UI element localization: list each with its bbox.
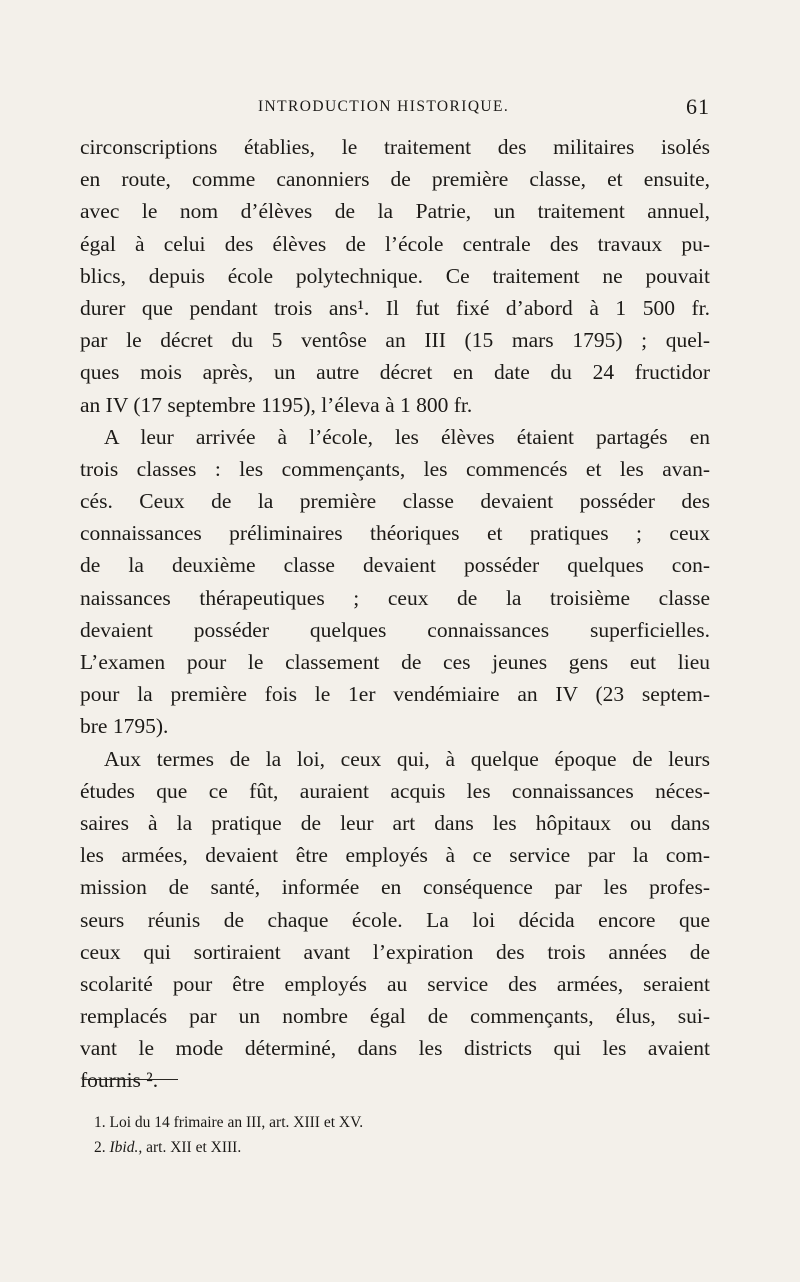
text-line: égal à celui des élèves de l’école centrale des travaux pu-	[80, 231, 710, 256]
text-line: les armées, devaient être employés à ce service par la com-	[80, 843, 710, 868]
footnote-divider	[82, 1079, 178, 1080]
text-line: L’examen pour le classement de ces jeunes gens eut lieu	[80, 650, 710, 674]
text-line: saires à la pratique de leur art dans les hôpitaux ou dans	[80, 810, 710, 835]
text-line: an IV (17 septembre 1195), l’éleva à 1 800 fr.	[80, 392, 473, 417]
text-line: pour la première fois le 1er vendémiaire an IV (23 septem-	[80, 682, 710, 707]
text-line: connaissances préliminaires théoriques et pratiques ; ceux	[80, 521, 710, 546]
text-line: avec le nom d’élèves de la Patrie, un traitement annuel,	[80, 199, 710, 224]
text-line: vant le mode déterminé, dans les districts qui les avaient	[80, 1036, 710, 1061]
text-line: fournis ².	[80, 1068, 159, 1093]
text-line: scolarité pour être employés au service des armées, seraient	[80, 971, 710, 996]
text-line: trois classes : les commençants, les commencés et les avan-	[80, 456, 710, 481]
text-line: devaient posséder quelques connaissances superficielles.	[80, 617, 710, 642]
text-line: ceux qui sortiraient avant l’expiration des trois années de	[80, 939, 710, 964]
text-line: cés. Ceux de la première classe devaient posséder des	[80, 489, 710, 514]
text-line: par le décret du 5 ventôse an III (15 mars 1795) ; quel-	[80, 328, 710, 353]
text-line: blics, depuis école polytechnique. Ce traitement ne pouvait	[80, 263, 710, 288]
footnote-text: Loi du 14 frimaire an III, art. XIII et XV.	[109, 1114, 364, 1131]
text-line: ques mois après, un autre décret en date du 24 fructidor	[80, 360, 710, 385]
footnote-2	[94, 1136, 694, 1161]
text-line: études que ce fût, auraient acquis les connaissances néces-	[80, 778, 710, 803]
footnotes	[94, 1111, 694, 1161]
footnote-number: 2.	[94, 1139, 106, 1156]
footnote-number: 1.	[94, 1114, 106, 1131]
running-title: INTRODUCTION HISTORIQUE.	[258, 98, 510, 115]
text-line: bre 1795).	[80, 714, 169, 739]
text-line: naissances thérapeutiques ; ceux de la troisième classe	[80, 585, 710, 610]
text-line: A leur arrivée à l’école, les élèves étaient partagés en	[104, 424, 710, 449]
text-line: remplacés par un nombre égal de commençants, élus, sui-	[80, 1004, 710, 1029]
text-line: circonscriptions établies, le traitement des militaires isolés	[80, 135, 710, 159]
text-line: Aux termes de la loi, ceux qui, à quelque époque de leurs	[104, 746, 710, 771]
footnote-text: art. XII et XIII.	[146, 1139, 242, 1156]
text-line: en route, comme canonniers de première classe, et ensuite,	[80, 167, 710, 192]
text-line: mission de santé, informée en conséquence par les profes-	[80, 875, 710, 900]
main-text	[80, 131, 710, 1097]
page-number: 61	[686, 94, 710, 119]
footnote-1	[94, 1111, 694, 1136]
text-line: durer que pendant trois ans¹. Il fut fixé d’abord à 1 500 fr.	[80, 295, 710, 320]
text-line: de la deuxième classe devaient posséder quelques con-	[80, 553, 710, 578]
running-head	[80, 94, 710, 128]
footnote-source: Ibid.,	[109, 1139, 143, 1156]
text-line: seurs réunis de chaque école. La loi décida encore que	[80, 907, 710, 932]
